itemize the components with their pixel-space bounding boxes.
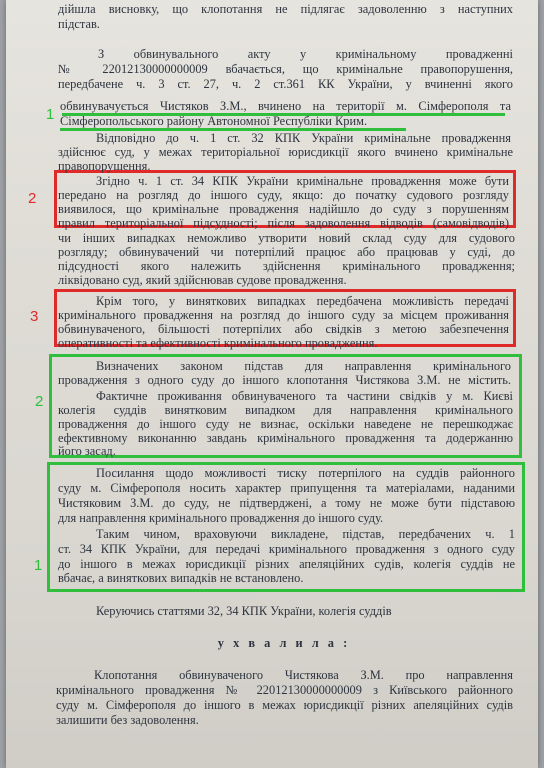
document-page — [6, 0, 538, 768]
marker-number: 1 — [34, 557, 43, 574]
text-line: Посилання щодо можливості тиску потерпілого на суддів районного — [96, 466, 515, 480]
text-line: ліквідовано суд, який здійснював судове провадження. — [58, 273, 347, 287]
text-line: Фактичне проживання обвинуваченого та частини свідків у м. Києві — [96, 389, 513, 403]
text-line: Відповідно до ч. 1 ст. 32 КПК України кримінальне провадження — [96, 131, 511, 145]
text-line: кримінального провадження на розгляд до іншого суду за місцем проживання — [58, 308, 509, 322]
text-line: його засад. — [58, 444, 116, 458]
text-line: Визначених законом підстав для направлення кримінального — [96, 359, 511, 373]
text-line: кримінального провадження № 22012130000000009 з Київського районного — [56, 683, 513, 697]
text-line: правил територіальної підсудності; після задоволення відводів (самовідводів) — [58, 216, 509, 230]
text-line: передано на розгляд до іншого суду, якщо: до початку судового розгляду — [58, 188, 509, 202]
text-line: передбачене ч. 3 ст. 27, ч. 2 ст.361 КК України, у вчиненні якого — [58, 77, 513, 91]
text-line: обвинувачується Чистяков З.М., вчинено на території м. Сімферополя та — [60, 99, 511, 113]
text-line: Сімферопольського району Автономної Республіки Крим. — [60, 114, 368, 128]
text-line: Крім того, у виняткових випадках передбачена можливість передачі — [96, 294, 509, 308]
text-line: Таким чином, враховуючи викладене, підстав, передбачених ч. 1 — [96, 527, 515, 541]
text-line: № 22012130000000009 вбачається, що кримінальне правопорушення, — [58, 62, 513, 76]
text-line: З обвинувального акту у кримінальному провадженні — [98, 47, 513, 61]
marker-number: 2 — [28, 190, 37, 207]
text-line: Керуючись статтями 32, 34 КПК України, колегія суддів — [96, 604, 392, 618]
text-line: вбачає, а виняткових випадків не встановлено. — [58, 571, 304, 585]
text-line: Чистяковим З.М. до суду, не підтверджені, а тому не може бути підставою — [58, 496, 515, 510]
text-line: колегія суддів винятковим випадком для направлення кримінального — [58, 403, 513, 417]
text-line: обвинуваченого, більшості потерпілих або свідків з метою забезпечення — [58, 322, 509, 336]
text-line: Клопотання обвинуваченого Чистякова З.М. про направлення — [94, 668, 513, 682]
text-line: підсудності якого належить здійснення кримінального провадження; — [58, 259, 515, 273]
text-line: ст. 34 КПК України, для передачі кримінального провадження з одного суду — [58, 542, 515, 556]
marker-number: 2 — [35, 393, 44, 410]
text-line: розгляду; обвинувачений чи потерпілий працює або працював у суді, до — [58, 245, 515, 259]
text-line: до іншого в межах юрисдикції різних апеляційних судів, колегія суддів не — [58, 557, 515, 571]
text-line: чи інших випадках неможливо утворити новий склад суду для судового — [58, 231, 515, 245]
text-line: виявилося, що кримінальне провадження надійшло до суду з порушенням — [58, 202, 509, 216]
text-line: здійснює суд, у межах територіальної юрисдикції якого вчинено кримінальне — [58, 145, 513, 159]
text-line: Згідно ч. 1 ст. 34 КПК України кримінальне провадження може бути — [96, 174, 509, 188]
text-line: оперативності та ефективності кримінального провадження. — [58, 336, 378, 350]
text-line: залишити без задоволення. — [56, 713, 199, 727]
text-line: провадження з одного суду до іншого клопотання Чистякова З.М. не містить. — [58, 373, 511, 387]
ruling-heading: у х в а л и л а : — [217, 636, 351, 650]
marker-number: 1 — [46, 106, 55, 123]
marker-number: 3 — [30, 308, 39, 325]
text-line: суду м. Сімферополя до іншого в межах юрисдикції різних апеляційних судів — [56, 698, 513, 712]
text-line: ефективному виконанню завдань кримінального провадження та додержанню — [58, 431, 513, 445]
text-line: для направлення кримінального провадження до іншого суду. — [58, 511, 384, 525]
text-line: суду м. Сімферополя носить характер припущення та матеріалами, наданими — [58, 481, 515, 495]
text-line: підстав. — [58, 17, 100, 31]
text-line: дійшла висновку, що клопотання не підлягає задоволенню з наступних — [58, 2, 513, 16]
text-line: провадження до іншого суду не визнає, оскільки наведене не перешкоджає — [58, 417, 513, 431]
text-line: правопорушення. — [58, 159, 151, 173]
